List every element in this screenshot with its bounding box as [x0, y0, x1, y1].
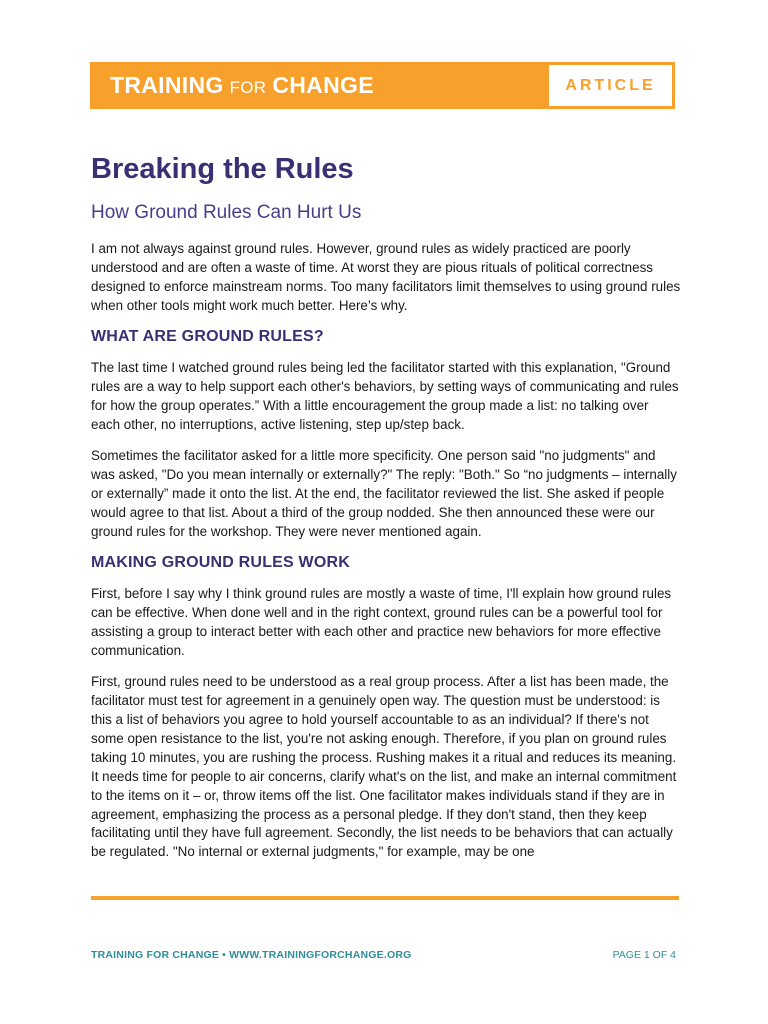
footer-divider: [91, 896, 679, 900]
brand-word-for: FOR: [229, 78, 267, 97]
footer-org-url: TRAINING FOR CHANGE • WWW.TRAININGFORCHANGE.ORG: [91, 949, 412, 961]
section-heading-what-are-ground-rules: WHAT ARE GROUND RULES?: [91, 328, 324, 346]
section-heading-making-ground-rules-work: MAKING GROUND RULES WORK: [91, 554, 351, 572]
page-subtitle: How Ground Rules Can Hurt Us: [91, 202, 362, 223]
brand-logo: [110, 62, 374, 109]
section2-paragraph-2: First, ground rules need to be understood as a real group process. After a list has been made, the facilitator must test for agreement in a genuinely open way. The question must be understood: is this a list of behaviors you agree to hold yourself accountable to as an individual? If there's not some open resistance to the list, you're not asking enough. Therefore, if you plan on ground rules taking 10 minutes, you are rushing the process. Rushing makes it a ritual and reduces its meaning. It needs time for people to air concerns, clarify what's on the list, and make an internal commitment to the items on it – or, throw items off the list. One facilitator makes individuals stand if they are in agreement, emphasizing the process as a personal pledge. If they don't stand, then they keep facilitating until they have full agreement. Secondly, the list needs to be behaviors that can actually be regulated. "No internal or external judgments," for example, may be one: [91, 674, 677, 860]
page-title: Breaking the Rules: [91, 153, 354, 185]
brand-word-training: TRAINING: [110, 72, 224, 98]
intro-paragraph: I am not always against ground rules. However, ground rules as widely practiced are poorly understood and are often a waste of time. At worst they are pious rituals of political correctness designed to enforce mainstream norms. Too many facilitators limit themselves to using ground rules when other tools might work much better. Here’s why.: [91, 241, 681, 313]
header-bar: [90, 62, 675, 109]
page-number: PAGE 1 OF 4: [612, 949, 676, 961]
article-body: [91, 240, 681, 875]
document-type-badge: ARTICLE: [549, 65, 672, 106]
section1-paragraph-2: Sometimes the facilitator asked for a little more specificity. One person said "no judgments" and was asked, "Do you mean internally or externally?" The reply: "Both." So “no judgments – internally or externally” made it onto the list. At the end, the facilitator reviewed the list. She asked if people would agree to that list. About a third of the group nodded. She then announced these were our ground rules for the workshop. They were never mentioned again.: [91, 448, 677, 539]
section1-paragraph-1: The last time I watched ground rules being led the facilitator started with this explanation, "Ground rules are a way to help support each other's behaviors, by setting ways of communicating and rules for how the group operates.” With a little encouragement the group made a list: no talking over each other, no interruptions, active listening, step up/step back.: [91, 360, 679, 432]
brand-word-change: CHANGE: [272, 72, 374, 98]
section2-paragraph-1: First, before I say why I think ground rules are mostly a waste of time, I'll explain how ground rules can be effective. When done well and in the right context, ground rules can be a powerful tool for assisting a group to interact better with each other and practice new behaviors for more effective communication.: [91, 586, 672, 658]
